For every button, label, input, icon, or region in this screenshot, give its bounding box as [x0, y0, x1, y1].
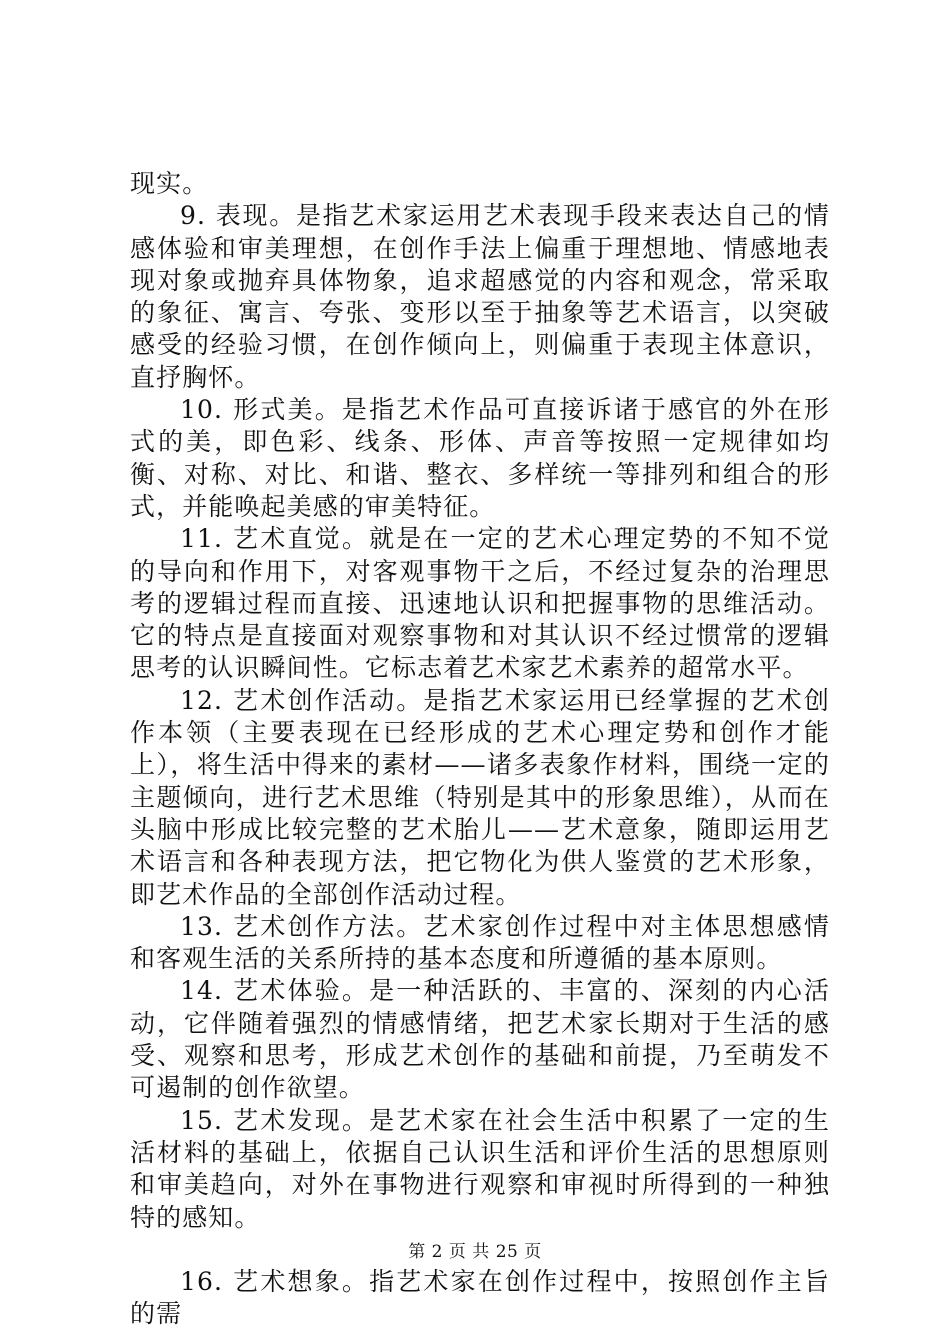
paragraph-continuation: 现实。 — [130, 169, 209, 198]
paragraph-item-10: 10. 形式美。是指艺术作品可直接诉诸于感官的外在形式的美，即色彩、线条、形体、声音等按照一定规律如均衡、对称、对比、和谐、整衣、多样统一等排列和组合的形式，并能唤起美感的审美特征。 — [130, 395, 830, 521]
paragraph-item-9: 9. 表现。是指艺术家运用艺术表现手段来表达自己的情感体验和审美理想，在创作手法上偏重于理想地、情感地表现对象或抛弃具体物象，追求超感觉的内容和观念，常采取的象征、寓言、夸张、变形以至于抽象等艺术语言，以突破感受的经验习惯，在创作倾向上，则偏重于表现主体意识，直抒胸怀。 — [130, 201, 830, 392]
paragraph-item-11: 11. 艺术直觉。就是在一定的艺术心理定势的不知不觉的导向和作用下，对客观事物干之后，不经过复杂的治理思考的逻辑过程而直接、迅速地认识和把握事物的思维活动。它的特点是直接面对观察事物和对其认识不经过惯常的逻辑思考的认识瞬间性。它标志着艺术家艺术素养的超常水平。 — [130, 524, 830, 683]
paragraph-item-12: 12. 艺术创作活动。是指艺术家运用已经掌握的艺术创作本领（主要表现在已经形成的艺术心理定势和创作才能上），将生活中得来的素材——诸多表象作材料，围绕一定的主题倾向，进行艺术思维（特别是其中的形象思维），从而在头脑中形成比较完整的艺术胎儿——艺术意象，随即运用艺术语言和各种表现方法，把它物化为供人鉴赏的艺术形象，即艺术作品的全部创作活动过程。 — [130, 685, 830, 909]
paragraph-item-15: 15. 艺术发现。是艺术家在社会生活中积累了一定的生活材料的基础上，依据自己认识生活和评价生活的思想原则和审美趋向，对外在事物进行观察和审视时所得到的一种独特的感知。 — [130, 1105, 830, 1232]
paragraph-item-16: 16. 艺术想象。指艺术家在创作过程中，按照创作主旨的需 — [130, 1266, 830, 1329]
page-footer: 第 2 页 共 25 页 — [408, 1242, 542, 1262]
paragraph-item-13: 13. 艺术创作方法。艺术家创作过程中对主体思想感情和客观生活的关系所持的基本态度和所遵循的基本原则。 — [130, 911, 830, 974]
paragraph-item-14: 14. 艺术体验。是一种活跃的、丰富的、深刻的内心活动，它伴随着强烈的情感情绪，把艺术家长期对于生活的感受、观察和思考，形成艺术创作的基础和前提，乃至萌发不可遏制的创作欲望。 — [130, 976, 830, 1103]
body-text — [130, 168, 830, 1330]
